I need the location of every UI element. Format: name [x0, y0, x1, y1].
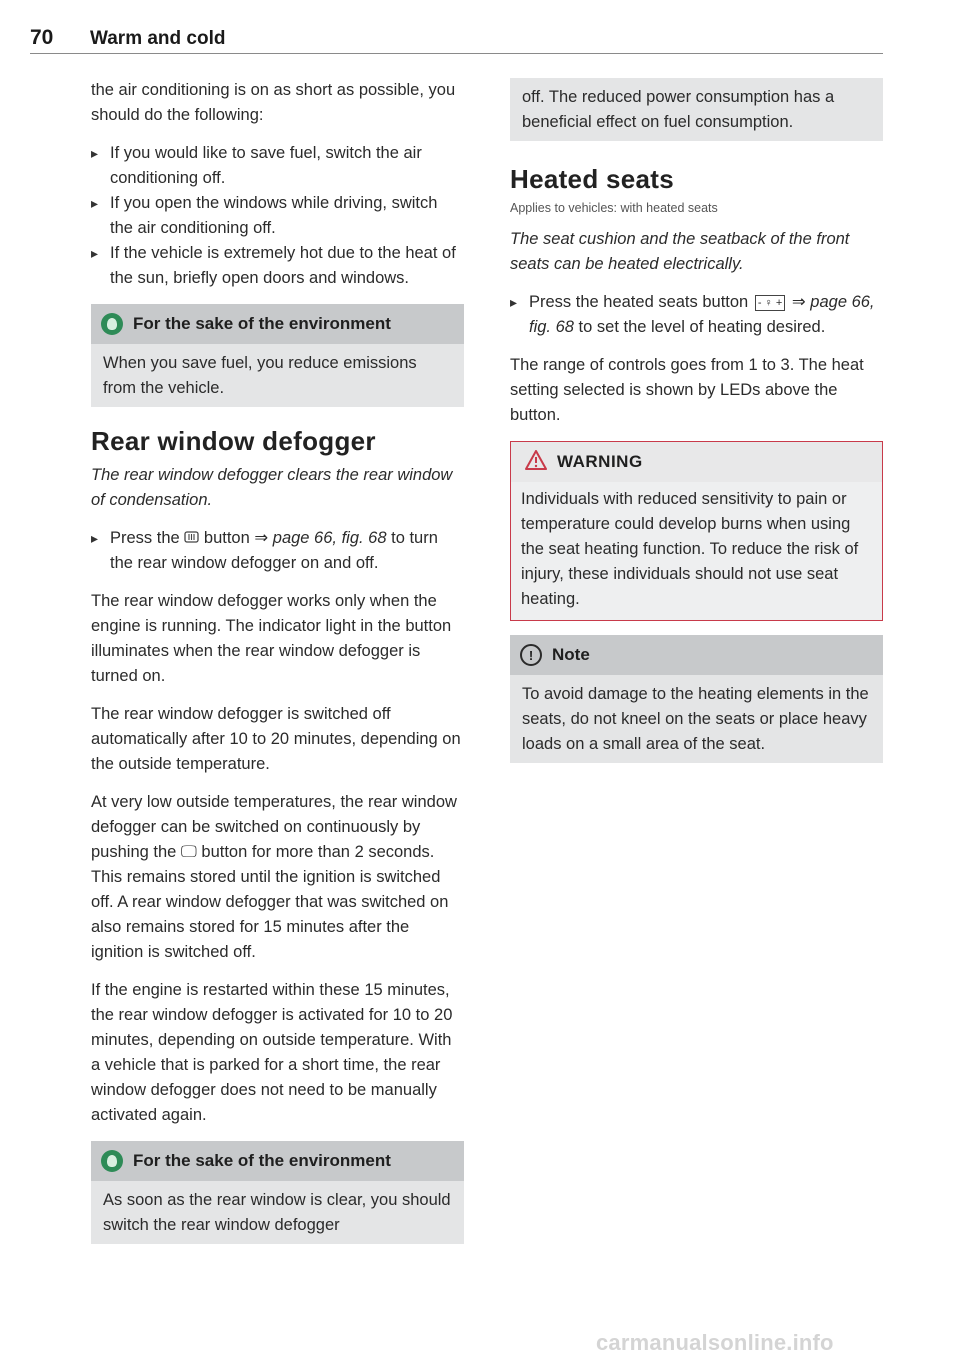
warning-box — [510, 441, 883, 621]
environment-box-title: For the sake of the environment — [133, 1151, 391, 1170]
watermark: carmanualsonline.info — [596, 1330, 834, 1355]
ac-intro: the air conditioning is on as short as possible, you should do the following: — [91, 81, 456, 124]
list-item: ▸ Press the heated seats button - ♀ + ⇒ page 66, fig. 68 to set the level of heating desired. — [510, 290, 883, 340]
page-number: 70 — [30, 26, 54, 49]
defogger-paragraph: If the engine is restarted within these 15 minutes, the rear window defogger is activated for 10 to 20 minutes, depending on outside temperature. With a vehicle that is parked for a short time, the rear window defogger does not need to be manually activated again. — [91, 981, 453, 1124]
environment-box-continued — [510, 78, 883, 141]
environment-box-title: For the sake of the environment — [133, 314, 391, 333]
environment-box-text: As soon as the rear window is clear, you should switch the rear window defogger — [103, 1191, 451, 1234]
environment-box-header — [91, 304, 464, 344]
environment-box-text: When you save fuel, you reduce emissions from the vehicle. — [103, 354, 417, 397]
warning-box-text: Individuals with reduced sensitivity to pain or temperature could develop burns when using the seat heating function. To reduce the risk of injury, these individuals should not use seat heating. — [521, 490, 859, 608]
note-box-text: To avoid damage to the heating elements in the seats, do not kneel on the seats or place heavy loads on a small area of the seat. — [522, 685, 869, 753]
defogger-paragraph: The rear window defogger is switched off automatically after 10 to 20 minutes, depending on the outside temperature. — [91, 705, 461, 773]
heated-seats-paragraph: The range of controls goes from 1 to 3. The heat setting selected is shown by LEDs above the button. — [510, 356, 864, 424]
section-title: Warm and cold — [90, 28, 226, 49]
defogger-steps — [91, 526, 464, 576]
defogger-lead: The rear window defogger clears the rear window of condensation. — [91, 466, 453, 509]
rear-defogger-icon — [184, 529, 199, 547]
list-item: ▸ If you would like to save fuel, switch the air conditioning off. — [91, 141, 464, 191]
heated-seats-lead: The seat cushion and the seatback of the front seats can be heated electrically. — [510, 230, 850, 273]
heated-seat-button-icon: - ♀ + — [755, 295, 785, 311]
defogger-heading: Rear window defogger — [91, 426, 376, 456]
page-reference-link[interactable]: ⇒ page 66, fig. 68 — [529, 293, 875, 336]
leaf-icon — [101, 313, 123, 335]
defogger-paragraph: At very low outside temperatures, the rear window defogger can be switched on continuously by pushing the 🖵 button for more than 2 seconds. This remains stored until the ignition is switched off. A rear window defogger that was switched on also remains stored for 15 minutes after the ignition is switched off. — [91, 793, 457, 961]
environment-box — [91, 1141, 464, 1244]
defogger-paragraph: The rear window defogger works only when the engine is running. The indicator light in the button illuminates when the rear window defogger is turned on. — [91, 592, 452, 685]
list-item: ▸ Press the button ⇒ page 66, fig. 68 to turn the rear window defogger on and off. — [91, 526, 464, 576]
list-item: ▸ If you open the windows while driving, switch the air conditioning off. — [91, 191, 464, 241]
left-column — [91, 78, 464, 1260]
note-box-title: Note — [552, 645, 590, 664]
page-header — [30, 24, 883, 54]
leaf-icon — [101, 1150, 123, 1172]
environment-box-text: off. The reduced power consumption has a beneficial effect on fuel consumption. — [522, 88, 835, 131]
heated-seats-heading: Heated seats — [510, 164, 675, 194]
exclamation-circle-icon: ! — [520, 644, 542, 666]
warning-box-header — [511, 442, 882, 482]
page-reference-link[interactable]: ⇒ page 66, fig. 68 — [254, 529, 387, 547]
ac-steps — [91, 141, 464, 291]
environment-box — [91, 304, 464, 407]
heated-seats-steps — [510, 290, 883, 340]
note-box-header — [510, 635, 883, 675]
note-box — [510, 635, 883, 763]
right-column — [510, 78, 883, 779]
warning-triangle-icon — [525, 450, 547, 475]
applies-to: Applies to vehicles: with heated seats — [510, 201, 718, 215]
environment-box-header — [91, 1141, 464, 1181]
warning-box-title: WARNING — [557, 452, 643, 471]
list-item: ▸ If the vehicle is extremely hot due to the heat of the sun, briefly open doors and windows. — [91, 241, 464, 291]
